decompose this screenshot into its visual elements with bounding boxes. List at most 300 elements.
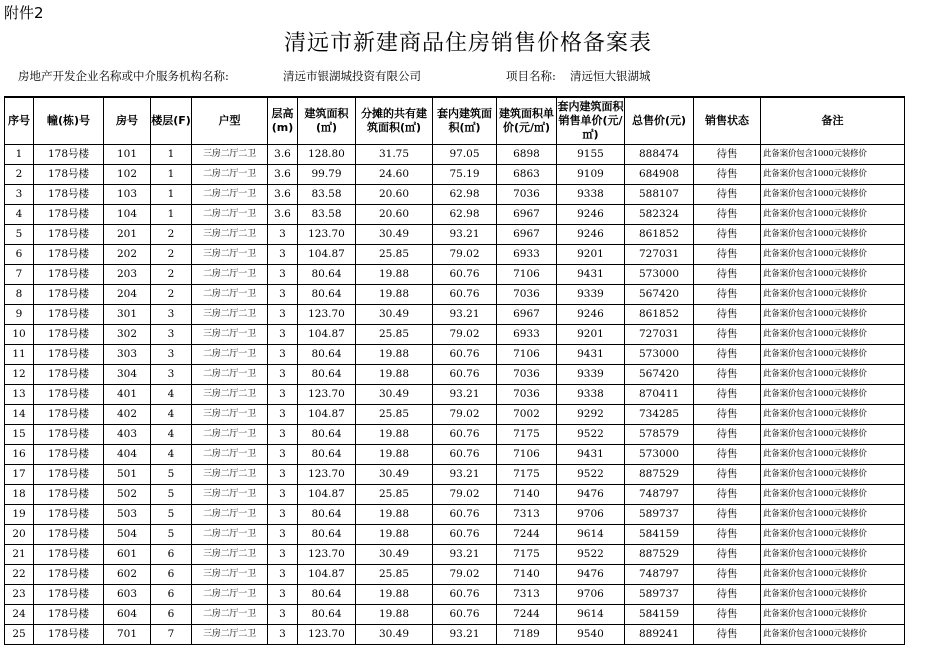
- cell-total: 748797: [625, 485, 694, 505]
- cell-area: 123.70: [298, 385, 356, 405]
- cell-floor: 3: [151, 345, 192, 365]
- cell-building: 178号楼: [34, 565, 104, 585]
- cell-height: 3: [268, 525, 298, 545]
- cell-floor: 6: [151, 565, 192, 585]
- cell-height: 3: [268, 285, 298, 305]
- cell-layout: 二房二厅一卫: [192, 365, 268, 385]
- cell-seq: 14: [5, 405, 34, 425]
- cell-building: 178号楼: [34, 325, 104, 345]
- cell-status: 待售: [694, 145, 761, 165]
- cell-inner: 79.02: [433, 245, 497, 265]
- cell-shared: 30.49: [356, 305, 433, 325]
- cell-floor: 1: [151, 145, 192, 165]
- cell-total: 887529: [625, 465, 694, 485]
- cell-layout: 三房二厅一卫: [192, 325, 268, 345]
- cell-area: 80.64: [298, 525, 356, 545]
- cell-unit-price: 7313: [497, 505, 557, 525]
- cell-inner-price: 9339: [557, 285, 625, 305]
- cell-total: 870411: [625, 385, 694, 405]
- cell-inner: 93.21: [433, 465, 497, 485]
- cell-room: 602: [104, 565, 151, 585]
- cell-height: 3: [268, 505, 298, 525]
- cell-height: 3: [268, 445, 298, 465]
- cell-total: 589737: [625, 505, 694, 525]
- col-header-seq: 序号: [5, 97, 34, 145]
- table-row: [5, 285, 905, 305]
- cell-total: 584159: [625, 525, 694, 545]
- cell-area: 80.64: [298, 365, 356, 385]
- table-row: [5, 385, 905, 405]
- cell-building: 178号楼: [34, 625, 104, 645]
- cell-unit-price: 7002: [497, 405, 557, 425]
- cell-note: 此备案价包含1000元装修价: [761, 265, 905, 285]
- cell-total: 727031: [625, 325, 694, 345]
- cell-unit-price: 7175: [497, 545, 557, 565]
- cell-inner: 79.02: [433, 565, 497, 585]
- cell-inner: 60.76: [433, 445, 497, 465]
- col-header-inner-price: 套内建筑面积销售单价(元/㎡): [557, 97, 625, 145]
- cell-floor: 2: [151, 265, 192, 285]
- cell-total: 578579: [625, 425, 694, 445]
- cell-inner-price: 9476: [557, 485, 625, 505]
- cell-layout: 二房二厅一卫: [192, 265, 268, 285]
- cell-height: 3.6: [268, 205, 298, 225]
- cell-note: 此备案价包含1000元装修价: [761, 565, 905, 585]
- cell-note: 此备案价包含1000元装修价: [761, 505, 905, 525]
- cell-status: 待售: [694, 505, 761, 525]
- cell-unit-price: 7106: [497, 265, 557, 285]
- cell-building: 178号楼: [34, 365, 104, 385]
- cell-shared: 19.88: [356, 445, 433, 465]
- cell-status: 待售: [694, 565, 761, 585]
- cell-height: 3: [268, 625, 298, 645]
- cell-inner-price: 9246: [557, 305, 625, 325]
- cell-building: 178号楼: [34, 585, 104, 605]
- cell-seq: 7: [5, 265, 34, 285]
- cell-seq: 15: [5, 425, 34, 445]
- project-label: 项目名称:: [506, 69, 556, 83]
- cell-room: 503: [104, 505, 151, 525]
- cell-status: 待售: [694, 425, 761, 445]
- cell-layout: 三房二厅二卫: [192, 385, 268, 405]
- cell-shared: 24.60: [356, 165, 433, 185]
- cell-unit-price: 6967: [497, 225, 557, 245]
- cell-inner-price: 9614: [557, 525, 625, 545]
- cell-seq: 2: [5, 165, 34, 185]
- cell-layout: 三房二厅二卫: [192, 545, 268, 565]
- cell-area: 123.70: [298, 305, 356, 325]
- cell-note: 此备案价包含1000元装修价: [761, 365, 905, 385]
- cell-shared: 30.49: [356, 225, 433, 245]
- cell-seq: 16: [5, 445, 34, 465]
- cell-area: 80.64: [298, 425, 356, 445]
- cell-inner: 60.76: [433, 265, 497, 285]
- cell-floor: 1: [151, 165, 192, 185]
- cell-room: 304: [104, 365, 151, 385]
- cell-unit-price: 6967: [497, 305, 557, 325]
- cell-building: 178号楼: [34, 445, 104, 465]
- cell-note: 此备案价包含1000元装修价: [761, 605, 905, 625]
- table-row: [5, 585, 905, 605]
- cell-seq: 13: [5, 385, 34, 405]
- cell-room: 402: [104, 405, 151, 425]
- cell-building: 178号楼: [34, 205, 104, 225]
- cell-inner: 60.76: [433, 585, 497, 605]
- cell-note: 此备案价包含1000元装修价: [761, 425, 905, 445]
- cell-room: 603: [104, 585, 151, 605]
- cell-height: 3: [268, 305, 298, 325]
- cell-seq: 8: [5, 285, 34, 305]
- cell-layout: 三房二厅一卫: [192, 565, 268, 585]
- project-name: 清远恒大银湖城: [570, 69, 651, 83]
- cell-seq: 17: [5, 465, 34, 485]
- cell-layout: 三房二厅二卫: [192, 305, 268, 325]
- cell-floor: 1: [151, 185, 192, 205]
- cell-height: 3: [268, 605, 298, 625]
- table-row: [5, 265, 905, 285]
- cell-floor: 2: [151, 245, 192, 265]
- cell-status: 待售: [694, 285, 761, 305]
- cell-building: 178号楼: [34, 485, 104, 505]
- cell-layout: 三房二厅二卫: [192, 625, 268, 645]
- cell-layout: 二房二厅一卫: [192, 205, 268, 225]
- table-row: [5, 545, 905, 565]
- cell-unit-price: 7036: [497, 365, 557, 385]
- cell-status: 待售: [694, 305, 761, 325]
- cell-layout: 三房二厅一卫: [192, 485, 268, 505]
- cell-seq: 9: [5, 305, 34, 325]
- cell-unit-price: 7106: [497, 345, 557, 365]
- cell-floor: 4: [151, 425, 192, 445]
- cell-note: 此备案价包含1000元装修价: [761, 625, 905, 645]
- cell-height: 3: [268, 425, 298, 445]
- col-header-status: 销售状态: [694, 97, 761, 145]
- cell-unit-price: 7244: [497, 605, 557, 625]
- cell-floor: 1: [151, 205, 192, 225]
- cell-total: 567420: [625, 365, 694, 385]
- cell-floor: 2: [151, 285, 192, 305]
- cell-shared: 30.49: [356, 385, 433, 405]
- cell-height: 3: [268, 545, 298, 565]
- cell-inner-price: 9338: [557, 185, 625, 205]
- cell-area: 80.64: [298, 345, 356, 365]
- table-row: [5, 145, 905, 165]
- cell-total: 584159: [625, 605, 694, 625]
- cell-inner: 93.21: [433, 225, 497, 245]
- cell-height: 3: [268, 585, 298, 605]
- cell-inner-price: 9540: [557, 625, 625, 645]
- cell-room: 103: [104, 185, 151, 205]
- cell-floor: 5: [151, 505, 192, 525]
- cell-floor: 4: [151, 445, 192, 465]
- cell-building: 178号楼: [34, 305, 104, 325]
- cell-unit-price: 7244: [497, 525, 557, 545]
- cell-inner-price: 9522: [557, 545, 625, 565]
- cell-unit-price: 6967: [497, 205, 557, 225]
- cell-seq: 3: [5, 185, 34, 205]
- col-header-unit-price: 建筑面积单价(元/㎡): [497, 97, 557, 145]
- cell-inner: 60.76: [433, 345, 497, 365]
- cell-inner-price: 9431: [557, 345, 625, 365]
- cell-area: 123.70: [298, 465, 356, 485]
- cell-room: 403: [104, 425, 151, 445]
- price-filing-table: [4, 96, 905, 645]
- cell-area: 104.87: [298, 565, 356, 585]
- cell-shared: 19.88: [356, 505, 433, 525]
- cell-building: 178号楼: [34, 545, 104, 565]
- cell-shared: 25.85: [356, 245, 433, 265]
- cell-layout: 三房二厅二卫: [192, 465, 268, 485]
- cell-inner-price: 9201: [557, 325, 625, 345]
- cell-area: 83.58: [298, 185, 356, 205]
- col-header-area: 建筑面积(㎡): [298, 97, 356, 145]
- cell-status: 待售: [694, 345, 761, 365]
- cell-building: 178号楼: [34, 165, 104, 185]
- cell-inner-price: 9522: [557, 425, 625, 445]
- cell-room: 504: [104, 525, 151, 545]
- cell-shared: 25.85: [356, 485, 433, 505]
- cell-note: 此备案价包含1000元装修价: [761, 345, 905, 365]
- cell-note: 此备案价包含1000元装修价: [761, 305, 905, 325]
- cell-area: 80.64: [298, 605, 356, 625]
- cell-note: 此备案价包含1000元装修价: [761, 245, 905, 265]
- table-row: [5, 305, 905, 325]
- table-row: [5, 425, 905, 445]
- cell-status: 待售: [694, 405, 761, 425]
- cell-layout: 二房二厅一卫: [192, 345, 268, 365]
- cell-building: 178号楼: [34, 185, 104, 205]
- cell-room: 301: [104, 305, 151, 325]
- cell-seq: 5: [5, 225, 34, 245]
- cell-room: 203: [104, 265, 151, 285]
- cell-room: 101: [104, 145, 151, 165]
- cell-inner: 93.21: [433, 385, 497, 405]
- cell-shared: 19.88: [356, 585, 433, 605]
- cell-room: 401: [104, 385, 151, 405]
- cell-status: 待售: [694, 585, 761, 605]
- cell-inner-price: 9338: [557, 385, 625, 405]
- table-row: [5, 445, 905, 465]
- table-row: [5, 165, 905, 185]
- cell-seq: 10: [5, 325, 34, 345]
- cell-room: 201: [104, 225, 151, 245]
- cell-unit-price: 6863: [497, 165, 557, 185]
- cell-total: 887529: [625, 545, 694, 565]
- col-header-note: 备注: [761, 97, 905, 145]
- cell-building: 178号楼: [34, 525, 104, 545]
- cell-inner-price: 9292: [557, 405, 625, 425]
- cell-total: 734285: [625, 405, 694, 425]
- cell-unit-price: 7106: [497, 445, 557, 465]
- cell-area: 80.64: [298, 265, 356, 285]
- cell-shared: 20.60: [356, 185, 433, 205]
- cell-height: 3: [268, 405, 298, 425]
- cell-inner: 60.76: [433, 525, 497, 545]
- cell-room: 404: [104, 445, 151, 465]
- cell-shared: 19.88: [356, 345, 433, 365]
- cell-seq: 12: [5, 365, 34, 385]
- table-row: [5, 485, 905, 505]
- table-row: [5, 325, 905, 345]
- page-title: 清远市新建商品住房销售价格备案表: [283, 31, 652, 56]
- col-header-inner: 套内建筑面积(㎡): [433, 97, 497, 145]
- cell-floor: 3: [151, 365, 192, 385]
- cell-inner: 62.98: [433, 185, 497, 205]
- cell-total: 861852: [625, 225, 694, 245]
- cell-status: 待售: [694, 165, 761, 185]
- cell-seq: 22: [5, 565, 34, 585]
- cell-status: 待售: [694, 445, 761, 465]
- cell-inner: 79.02: [433, 485, 497, 505]
- cell-layout: 三房二厅二卫: [192, 225, 268, 245]
- cell-inner-price: 9246: [557, 205, 625, 225]
- col-header-height: 层高(m): [268, 97, 298, 145]
- table-row: [5, 245, 905, 265]
- cell-total: 748797: [625, 565, 694, 585]
- cell-note: 此备案价包含1000元装修价: [761, 225, 905, 245]
- table-row: [5, 365, 905, 385]
- cell-inner: 75.19: [433, 165, 497, 185]
- cell-height: 3: [268, 225, 298, 245]
- cell-status: 待售: [694, 525, 761, 545]
- cell-shared: 25.85: [356, 325, 433, 345]
- cell-room: 104: [104, 205, 151, 225]
- col-header-layout: 户型: [192, 97, 268, 145]
- cell-room: 601: [104, 545, 151, 565]
- cell-building: 178号楼: [34, 465, 104, 485]
- cell-floor: 7: [151, 625, 192, 645]
- cell-unit-price: 6933: [497, 325, 557, 345]
- cell-building: 178号楼: [34, 245, 104, 265]
- cell-shared: 19.88: [356, 265, 433, 285]
- cell-inner-price: 9201: [557, 245, 625, 265]
- cell-shared: 19.88: [356, 365, 433, 385]
- cell-building: 178号楼: [34, 605, 104, 625]
- table-header-row: [5, 97, 905, 145]
- cell-floor: 3: [151, 325, 192, 345]
- cell-seq: 25: [5, 625, 34, 645]
- col-header-floor: 楼层(F): [151, 97, 192, 145]
- cell-unit-price: 7036: [497, 385, 557, 405]
- cell-unit-price: 7036: [497, 185, 557, 205]
- attachment-label: 附件2: [4, 4, 44, 22]
- cell-building: 178号楼: [34, 425, 104, 445]
- cell-layout: 二房二厅一卫: [192, 505, 268, 525]
- developer-label: 房地产开发企业名称或中介服务机构名称:: [18, 69, 229, 83]
- table-row: [5, 205, 905, 225]
- cell-area: 80.64: [298, 285, 356, 305]
- cell-shared: 30.49: [356, 545, 433, 565]
- cell-area: 104.87: [298, 405, 356, 425]
- cell-status: 待售: [694, 465, 761, 485]
- cell-status: 待售: [694, 625, 761, 645]
- cell-area: 104.87: [298, 325, 356, 345]
- cell-building: 178号楼: [34, 405, 104, 425]
- cell-floor: 5: [151, 485, 192, 505]
- cell-note: 此备案价包含1000元装修价: [761, 185, 905, 205]
- cell-note: 此备案价包含1000元装修价: [761, 525, 905, 545]
- cell-shared: 25.85: [356, 565, 433, 585]
- cell-floor: 5: [151, 525, 192, 545]
- cell-unit-price: 7140: [497, 485, 557, 505]
- cell-inner: 60.76: [433, 605, 497, 625]
- cell-note: 此备案价包含1000元装修价: [761, 585, 905, 605]
- cell-height: 3.6: [268, 165, 298, 185]
- cell-floor: 2: [151, 225, 192, 245]
- cell-status: 待售: [694, 225, 761, 245]
- cell-height: 3: [268, 365, 298, 385]
- cell-shared: 30.49: [356, 465, 433, 485]
- cell-layout: 二房二厅一卫: [192, 285, 268, 305]
- cell-status: 待售: [694, 365, 761, 385]
- cell-total: 888474: [625, 145, 694, 165]
- cell-floor: 6: [151, 545, 192, 565]
- cell-layout: 二房二厅一卫: [192, 425, 268, 445]
- cell-status: 待售: [694, 245, 761, 265]
- cell-height: 3.6: [268, 185, 298, 205]
- cell-inner: 60.76: [433, 425, 497, 445]
- cell-total: 588107: [625, 185, 694, 205]
- cell-inner-price: 9476: [557, 565, 625, 585]
- cell-area: 123.70: [298, 545, 356, 565]
- cell-inner-price: 9706: [557, 505, 625, 525]
- cell-area: 80.64: [298, 585, 356, 605]
- cell-inner: 79.02: [433, 325, 497, 345]
- cell-layout: 二房二厅一卫: [192, 165, 268, 185]
- cell-floor: 3: [151, 305, 192, 325]
- cell-unit-price: 7175: [497, 465, 557, 485]
- cell-seq: 11: [5, 345, 34, 365]
- cell-status: 待售: [694, 205, 761, 225]
- cell-building: 178号楼: [34, 145, 104, 165]
- cell-inner: 60.76: [433, 285, 497, 305]
- cell-inner: 93.21: [433, 545, 497, 565]
- cell-room: 202: [104, 245, 151, 265]
- table-row: [5, 465, 905, 485]
- cell-floor: 6: [151, 605, 192, 625]
- cell-status: 待售: [694, 265, 761, 285]
- cell-note: 此备案价包含1000元装修价: [761, 325, 905, 345]
- cell-building: 178号楼: [34, 265, 104, 285]
- cell-note: 此备案价包含1000元装修价: [761, 465, 905, 485]
- table-row: [5, 605, 905, 625]
- cell-area: 80.64: [298, 505, 356, 525]
- cell-height: 3.6: [268, 145, 298, 165]
- table-row: [5, 405, 905, 425]
- cell-shared: 19.88: [356, 285, 433, 305]
- cell-shared: 30.49: [356, 625, 433, 645]
- cell-note: 此备案价包含1000元装修价: [761, 205, 905, 225]
- cell-status: 待售: [694, 185, 761, 205]
- cell-room: 302: [104, 325, 151, 345]
- table-row: [5, 625, 905, 645]
- cell-layout: 三房二厅一卫: [192, 245, 268, 265]
- col-header-room: 房号: [104, 97, 151, 145]
- cell-inner-price: 9155: [557, 145, 625, 165]
- cell-total: 889241: [625, 625, 694, 645]
- col-header-shared: 分摊的共有建筑面积(㎡): [356, 97, 433, 145]
- table-row: [5, 185, 905, 205]
- cell-building: 178号楼: [34, 505, 104, 525]
- cell-shared: 25.85: [356, 405, 433, 425]
- cell-area: 80.64: [298, 445, 356, 465]
- cell-inner: 93.21: [433, 625, 497, 645]
- cell-height: 3: [268, 325, 298, 345]
- cell-total: 573000: [625, 265, 694, 285]
- cell-layout: 二房二厅一卫: [192, 585, 268, 605]
- cell-inner-price: 9522: [557, 465, 625, 485]
- cell-inner-price: 9431: [557, 265, 625, 285]
